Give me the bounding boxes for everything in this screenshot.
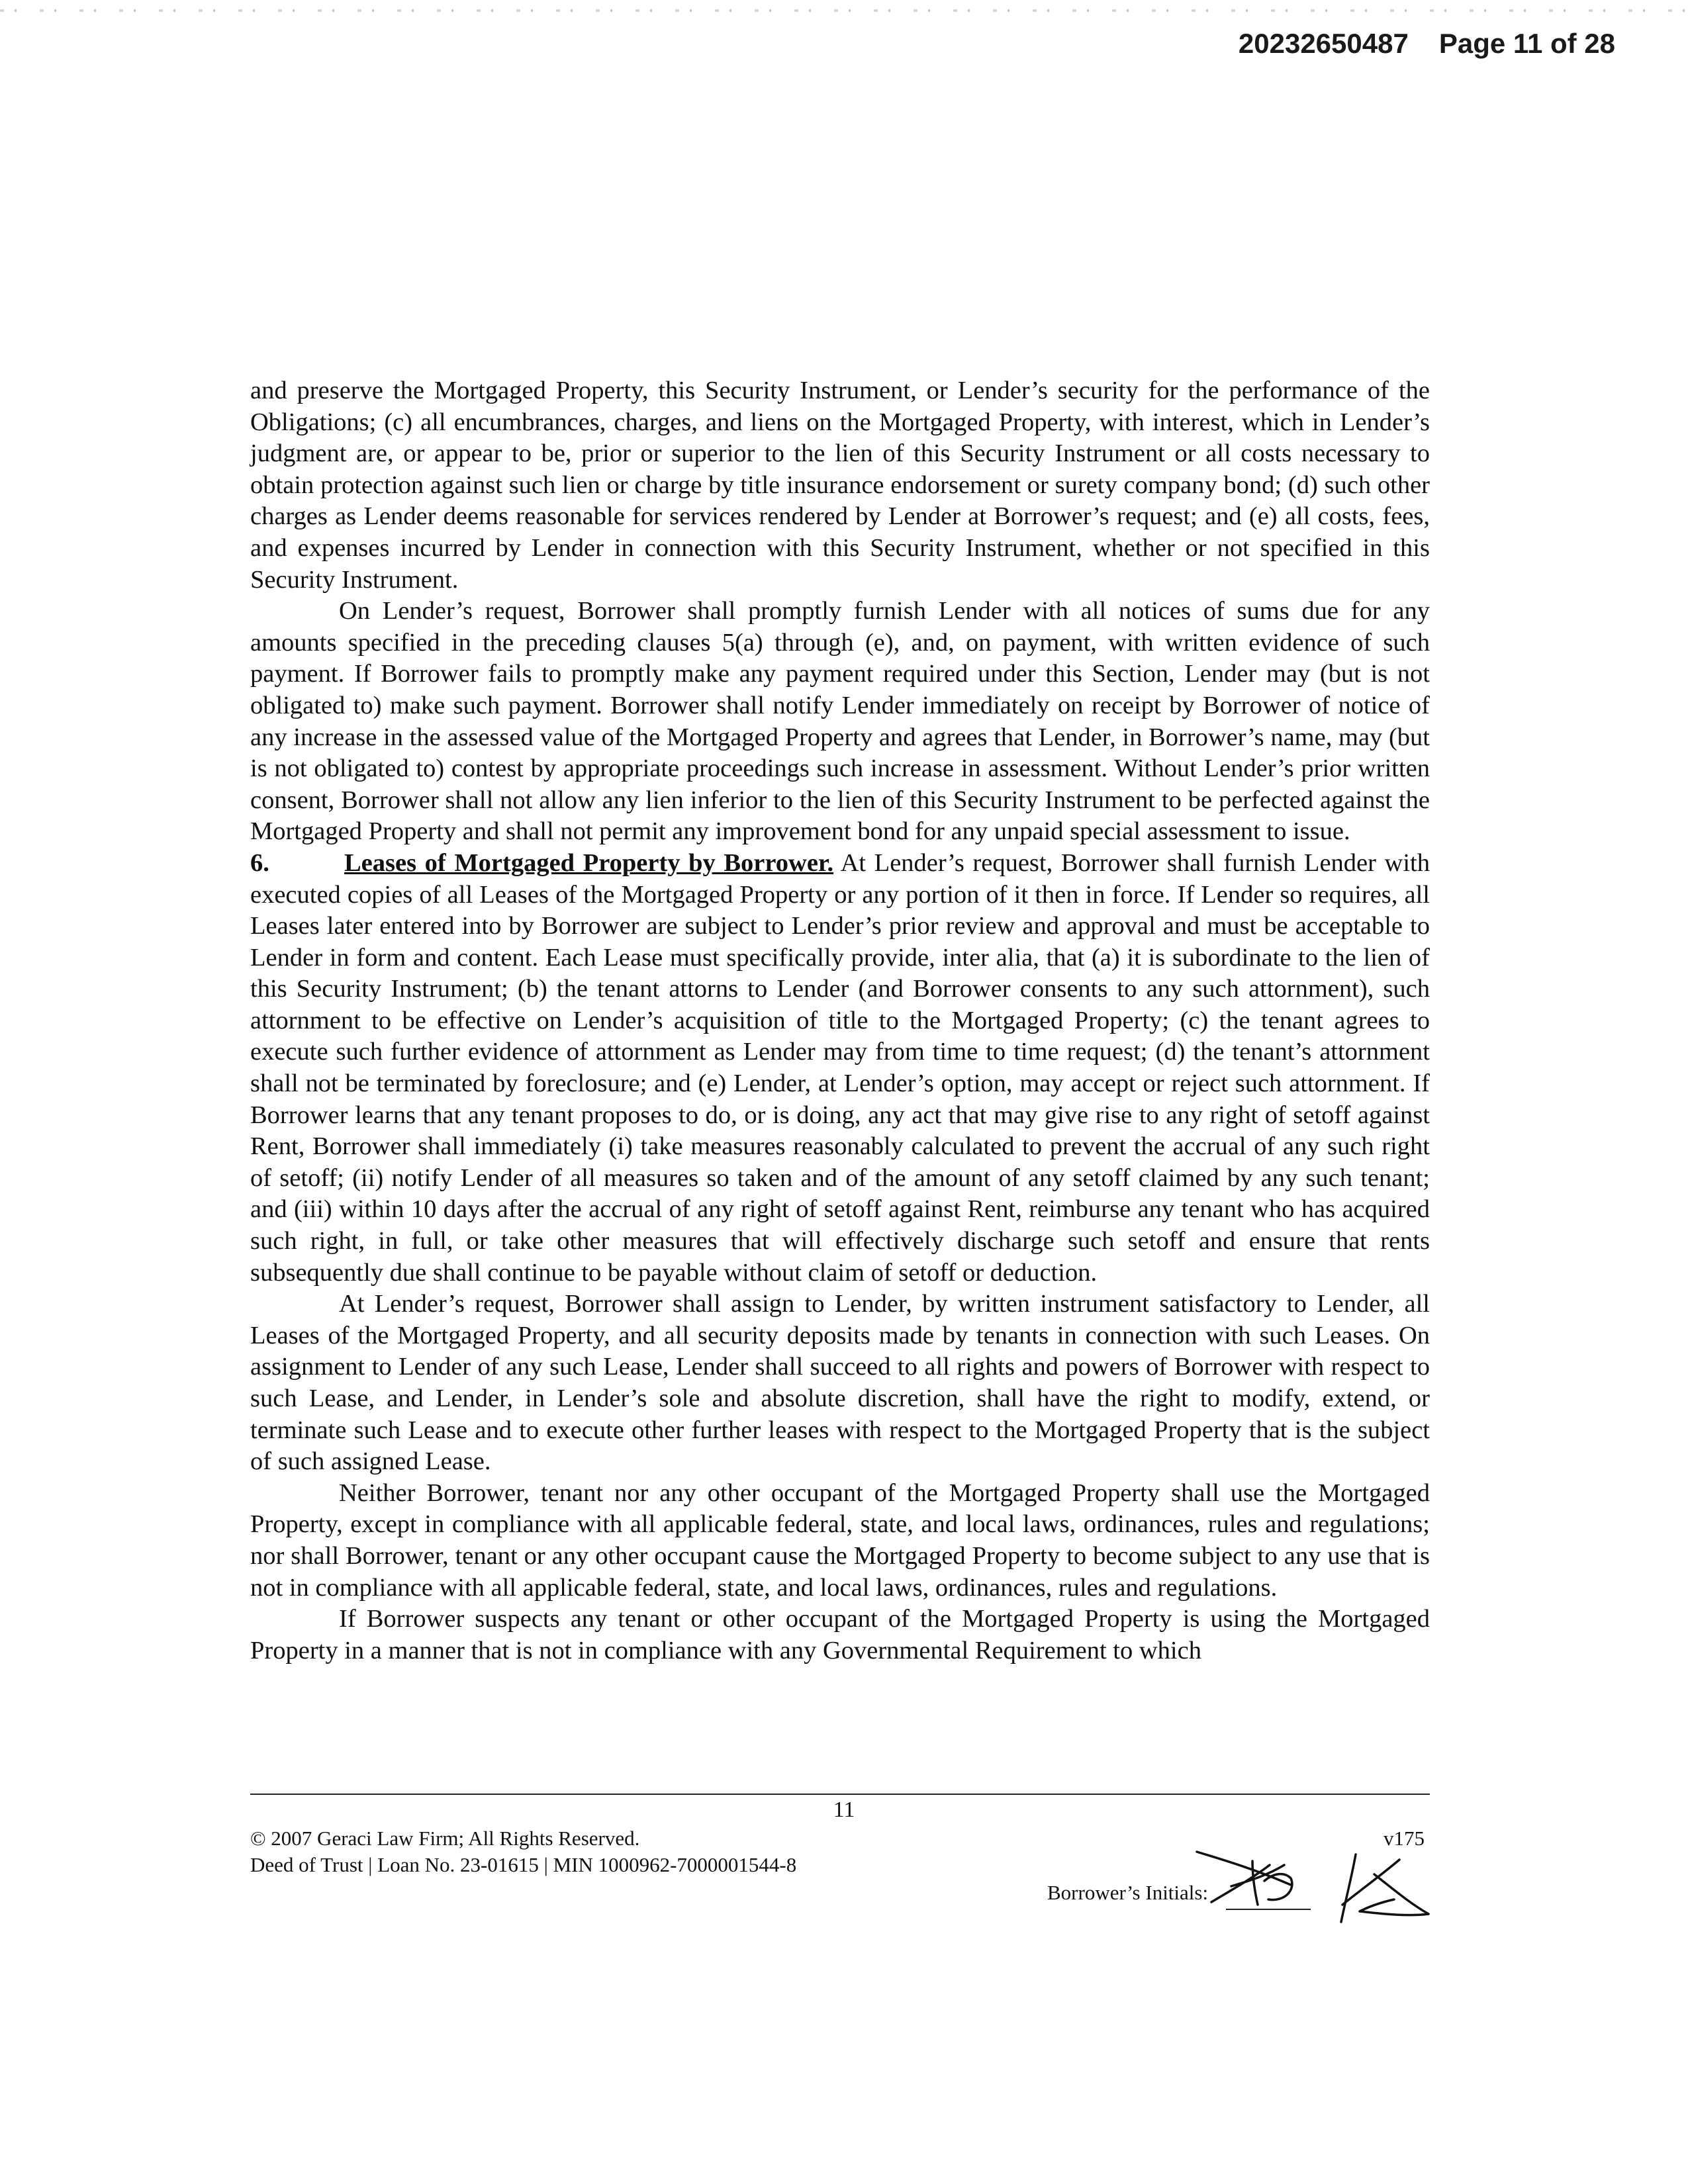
version-label: v175 — [1383, 1827, 1425, 1850]
paragraph-compliance: Neither Borrower, tenant nor any other occupant of the Mortgaged Property shall use the Mortgaged Property, except in compliance with all applicable federal, state, and local laws, ordinances, rules and regulations; nor shall Borrower, tenant or any other occupant cause the Mortgaged Property to become subject to any use that is not in compliance with all applicable federal, state, and local laws, ordinances, rules and regulations. — [250, 1479, 1430, 1602]
copyright-line: © 2007 Geraci Law Firm; All Rights Reserved. — [250, 1827, 640, 1850]
initials-signature-1 — [1192, 1839, 1311, 1911]
page-number: 11 — [833, 1797, 855, 1822]
loan-info-line: Deed of Trust | Loan No. 23-01615 | MIN 1000962-7000001544-8 — [250, 1853, 797, 1876]
page-label: Page 11 of 28 — [1438, 28, 1615, 59]
section-6-text: At Lender’s request, Borrower shall furnish Lender with executed copies of all Leases of the Mortgaged Property or any portion of it then in force. If Lender so requires, all Leases later entered into by Borrower are subject to Lender’s prior review and approval and must be acceptable to Lender in form and content. Each Lease must specifically provide, inter alia, that (a) it is subordinate to the lien of this Security Instrument; (b) the tenant attorns to Lender (and Borrower consents to any such attornment), such attornment to be effective on Lender’s acquisition of title to the Mortgaged Property; (c) the tenant agrees to execute such further evidence of attornment as Lender may from time to time request; (d) the tenant’s attornment shall not be terminated by foreclosure; and (e) Lender, at Lender’s option, may accept or reject such attornment. If Borrower learns that any tenant proposes to do, or is doing, any act that may give rise to any right of setoff against Rent, Borrower shall immediately (i) take measures reasonably calculated to prevent the accrual of any such right of setoff; (ii) notify Lender of all measures so taken and of the amount of any setoff claimed by any such tenant; and (iii) within 10 days after the accrual of any right of setoff against Rent, reimburse any tenant who has acquired such right, in full, or take other measures that will effectively discharge such setoff and ensure that rents subsequently due shall continue to be payable without claim of setoff or deduction. — [250, 848, 1430, 1287]
scan-edge-artifact — [0, 9, 1688, 12]
document-number: 20232650487 — [1238, 28, 1409, 59]
recording-header — [1239, 28, 1615, 60]
paragraph-notices: On Lender’s request, Borrower shall promptly furnish Lender with all notices of sums due for any amounts specified in the preceding clauses 5(a) through (e), and, on payment, with written evidence of such payment. If Borrower fails to promptly make any payment required under this Section, Lender may (but is not obligated to) make such payment. Borrower shall notify Lender immediately on receipt by Borrower of notice of any increase in the assessed value of the Mortgaged Property and agrees that Lender, in Borrower’s name, may (but is not obligated to) contest by appropriate proceedings such increase in assessment. Without Lender’s prior written consent, Borrower shall not allow any lien inferior to the lien of this Security Instrument to be perfected against the Mortgaged Property and shall not permit any improvement bond for any unpaid special assessment to issue. — [250, 597, 1430, 846]
initials-label: Borrower’s Initials: — [1047, 1881, 1209, 1904]
paragraph-suspected-use: If Borrower suspects any tenant or other occupant of the Mortgaged Property is using the Mortgaged Property in a manner that is not in compliance with any Governmental Requirement to which — [250, 1605, 1430, 1664]
initials-signature-2 — [1336, 1848, 1442, 1927]
section-number: 6. — [250, 848, 269, 877]
paragraph-continuation: and preserve the Mortgaged Property, this Security Instrument, or Lender’s security for the performance of the Obligations; (c) all encumbrances, charges, and liens on the Mortgaged Property, with interest, which in Lender’s judgment are, or appear to be, prior or superior to the lien of this Security Instrument or all costs necessary to obtain protection against such lien or charge by title insurance endorsement or surety company bond; (d) such other charges as Lender deems reasonable for services rendered by Lender at Borrower’s request; and (e) all costs, fees, and expenses incurred by Lender in connection with this Security Instrument, whether or not specified in this Security Instrument. — [250, 377, 1430, 594]
document-body — [250, 375, 1430, 1666]
footer-rule — [250, 1794, 1430, 1795]
section-title: Leases of Mortgaged Property by Borrower. — [344, 848, 834, 877]
section-6 — [250, 848, 1430, 1289]
paragraph-assignment: At Lender’s request, Borrower shall assign to Lender, by written instrument satisfactory to Lender, all Leases of the Mortgaged Property, and all security deposits made by tenants in connection with such Leases. On assignment to Lender of any such Lease, Lender shall succeed to all rights and powers of Borrower with respect to such Lease, and Lender, in Lender’s sole and absolute discretion, shall have the right to modify, extend, or terminate such Lease and to execute other further leases with respect to the Mortgaged Property that is the subject of such assigned Lease. — [250, 1290, 1430, 1476]
